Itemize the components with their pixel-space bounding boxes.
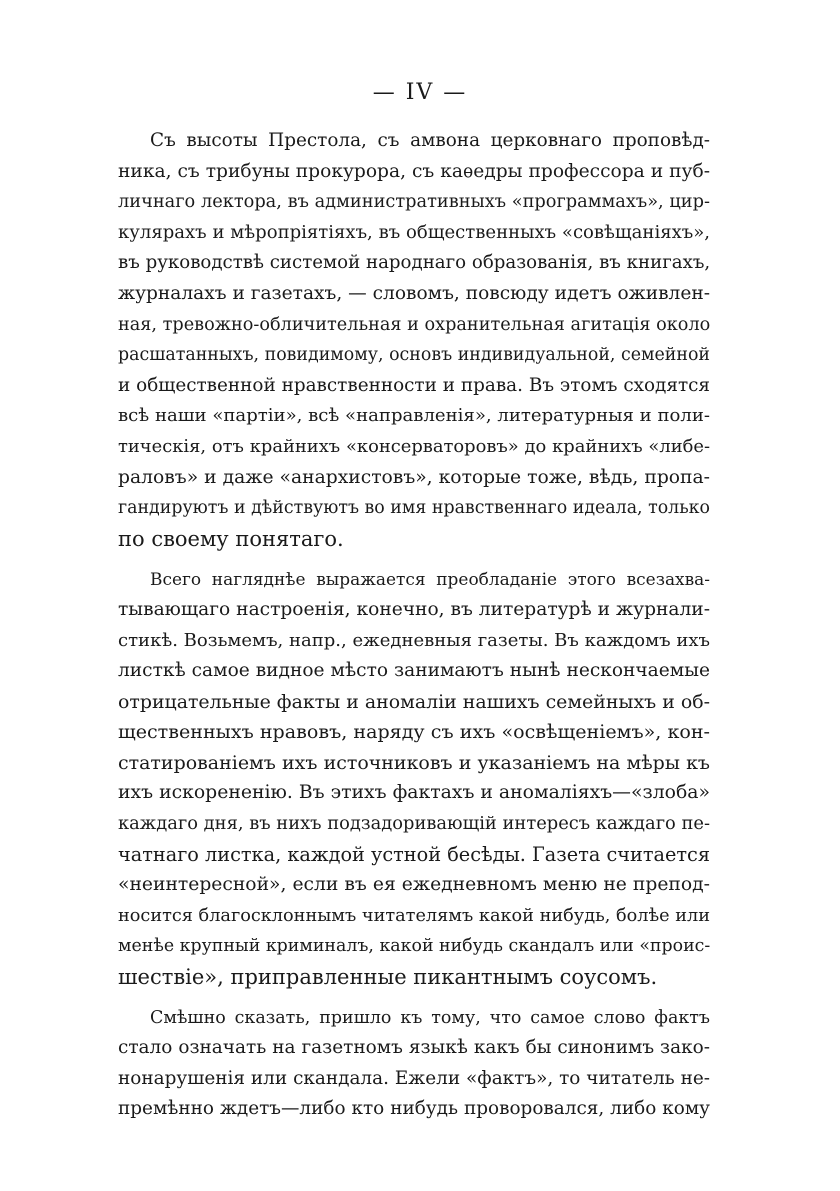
text-line: ника, съ трибуны прокурора, съ каѳедры профессора и пуб- bbox=[118, 160, 710, 182]
text-line: расшатанныхъ, повидимому, основъ индивидуальной, семейной bbox=[118, 345, 710, 366]
text-line: чатнаго листка, каждой устной бесѣды. Газета считается bbox=[118, 842, 710, 866]
text-line: ная, тревожно-обличительная и охранительная агитація около bbox=[118, 314, 711, 335]
text-line: листкѣ самое видное мѣсто занимаютъ нынѣ нескончаемые bbox=[118, 660, 710, 682]
text-line: Смѣшно сказать, пришло къ тому, что самое слово фактъ bbox=[150, 1007, 710, 1028]
text-line: ихъ искорененію. Въ этихъ фактахъ и аномаліяхъ—«злоба» bbox=[118, 782, 710, 804]
text-line: отрицательные факты и аномаліи нашихъ семейныхъ и об- bbox=[118, 690, 710, 713]
text-line: каждаго дня, въ нихъ подзадоривающій интересъ каждаго пе- bbox=[118, 813, 710, 835]
text-line: личнаго лектора, въ административныхъ «программахъ», цир- bbox=[118, 192, 710, 213]
body-text bbox=[118, 126, 710, 1135]
text-line: тическія, отъ крайнихъ «консерваторовъ» до крайнихъ «либе- bbox=[118, 435, 710, 457]
paragraph bbox=[118, 564, 710, 992]
text-line: носится благосклоннымъ читателямъ какой нибудь, болѣе или bbox=[118, 905, 710, 926]
text-line: тывающаго настроенія, конечно, въ литературѣ и журнали- bbox=[118, 598, 710, 620]
text-line: статированіемъ ихъ источниковъ и указаніемъ на мѣры къ bbox=[118, 751, 710, 774]
text-line: журналахъ и газетахъ, — словомъ, повсюду идетъ оживлен- bbox=[118, 282, 711, 304]
text-line: раловъ» и даже «анархистовъ», которые тоже, вѣдь, пропа- bbox=[118, 466, 710, 488]
text-line: премѣнно ждетъ—либо кто нибудь проворовался, либо кому bbox=[118, 1098, 710, 1120]
text-line: Съ высоты Престола, съ амвона церковнаго проповѣд- bbox=[150, 130, 710, 151]
text-line: «неинтересной», если въ ея ежедневномъ меню не препод- bbox=[118, 874, 710, 896]
text-line: нонарушенія или скандала. Ежели «фактъ», то читатель не- bbox=[118, 1067, 710, 1089]
text-line: Всего нагляднѣе выражается преобладаніе этого всезахва- bbox=[150, 569, 710, 590]
text-line: гандируютъ и дѣйствуютъ во имя нравственнаго идеала, только bbox=[118, 498, 710, 519]
text-line: стало означать на газетномъ языкѣ какъ бы синонимъ зако- bbox=[118, 1037, 710, 1059]
text-line: менѣе крупный криминалъ, какой нибудь скандалъ или «проис- bbox=[118, 936, 711, 957]
text-line: по своему понятаго. bbox=[118, 526, 344, 551]
running-head-page-number: — IV — bbox=[372, 80, 468, 105]
text-line: всѣ наши «партіи», всѣ «направленія», литературныя и поли- bbox=[118, 405, 710, 427]
text-line: и общественной нравственности и права. Въ этомъ сходятся bbox=[118, 374, 710, 396]
paragraph bbox=[118, 1003, 710, 1125]
text-line: щественныхъ нравовъ, наряду съ ихъ «освѣщеніемъ», кон- bbox=[118, 721, 710, 744]
text-line: стикѣ. Возьмемъ, напр., ежедневныя газеты. Въ каждомъ ихъ bbox=[118, 629, 710, 651]
paragraph bbox=[118, 126, 710, 554]
text-line: шествіе», приправленные пикантнымъ соусомъ. bbox=[118, 965, 658, 990]
text-line: въ руководствѣ системой народнаго образованія, въ книгахъ, bbox=[118, 252, 711, 274]
text-line: кулярахъ и мѣропріятіяхъ, въ общественныхъ «совѣщаніяхъ», bbox=[118, 221, 710, 243]
